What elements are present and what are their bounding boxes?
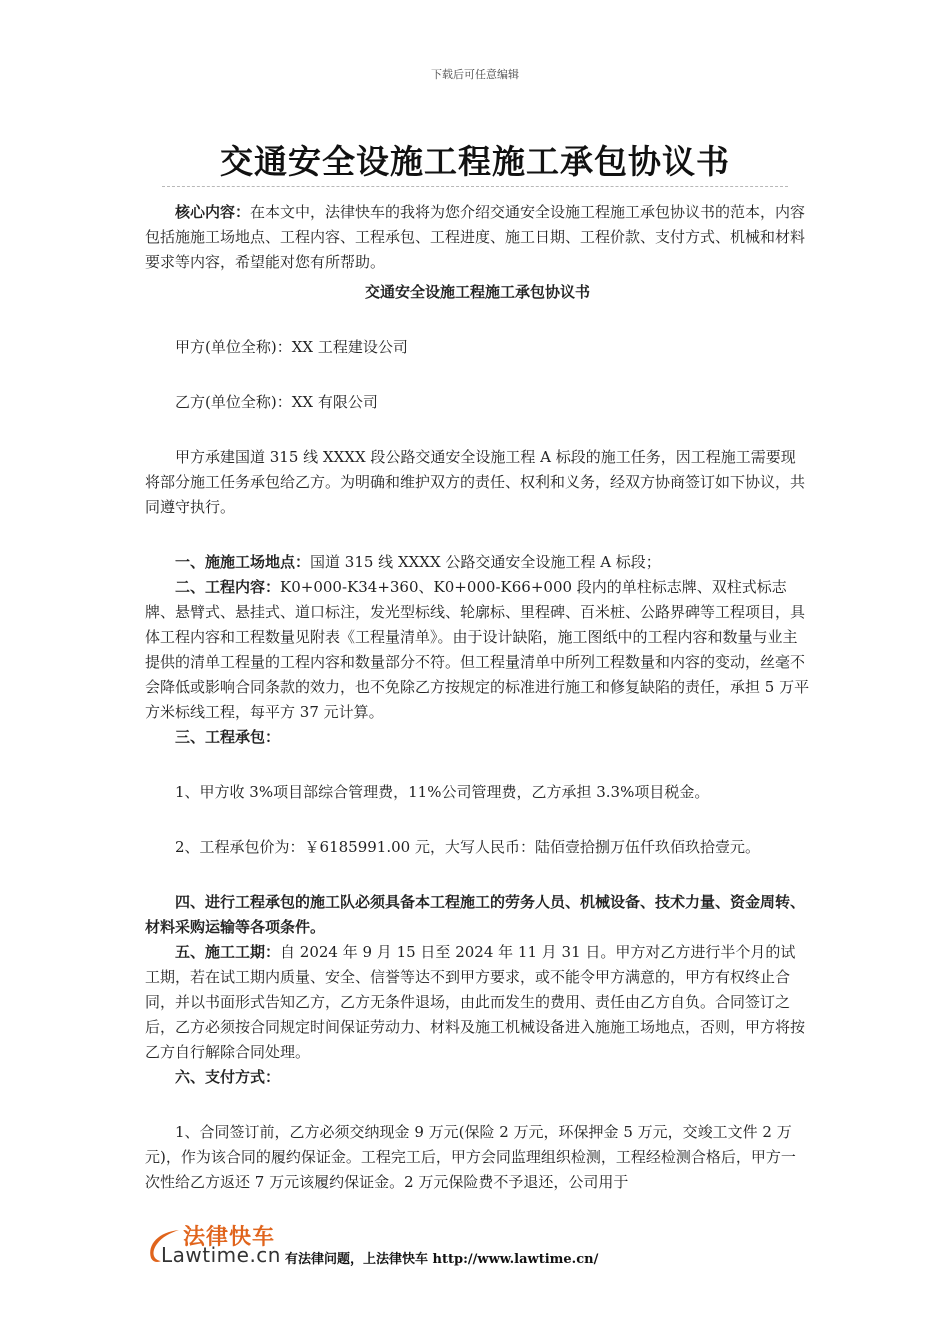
section-6-item-1: 1、合同签订前，乙方必须交纳现金 9 万元(保险 2 万元，环保押金 5 万元，交竣工文件 2 万元)，作为该合同的履约保证金。工程完工后，甲方会同监理组织检测，工程经检测合格后，甲方一次性给乙方返还 7 万元该履约保证金。2 万元保险费不予退还，公司用于 <box>145 1123 796 1191</box>
intro-text: 在本文中，法律快车的我将为您介绍交通安全设施工程施工承包协议书的范本，内容包括施施工场地点、工程内容、工程承包、工程进度、施工日期、工程价款、支付方式、机械和材料要求等内容，希望能对您有所帮助。 <box>145 203 806 271</box>
section-6-label: 六、支付方式： <box>175 1068 281 1086</box>
section-2 <box>145 575 810 725</box>
spacer <box>145 520 810 550</box>
section-2-text: K0+000-K34+360、K0+000-K66+000 段内的单柱标志牌、双柱式标志牌、悬臂式、悬挂式、道口标注，发光型标线、轮廓标、里程碑、百米桩、公路界碑等工程项目，具体工程内容和工程数量见附表《工程量清单》。由于设计缺陷，施工图纸中的工程内容和数量与业主提供的清单工程量的工程内容和数量部分不符。但工程量清单中所列工程数量和内容的变动，丝毫不会降低或影响合同条款的效力，也不免除乙方按规定的标准进行施工和修复缺陷的责任，承担 5 万平方米标线工程，每平方 37 元计算。 <box>145 578 810 721</box>
section-1 <box>145 550 810 575</box>
section-3-label: 三、工程承包： <box>175 728 281 746</box>
section-5 <box>145 940 810 1065</box>
spacer <box>145 750 810 780</box>
intro-label: 核心内容： <box>175 203 251 221</box>
logo-chinese-text: 法律快车 <box>183 1225 276 1250</box>
party-a: 甲方(单位全称)：XX 工程建设公司 <box>175 338 408 356</box>
spacer <box>145 415 810 445</box>
section-1-text: 国道 315 线 XXXX 公路交通安全设施工程 A 标段； <box>310 553 661 571</box>
spacer <box>145 305 810 335</box>
section-5-text: 自 2024 年 9 月 15 日至 2024 年 11 月 31 日。甲方对乙方进行半个月的试工期，若在试工期内质量、安全、信誉等达不到甲方要求，或不能令甲方满意的，甲方有权终止合同，并以书面形式告知乙方，乙方无条件退场，由此而发生的费用、责任由乙方自负。合同签订之后，乙方必须按合同规定时间保证劳动力、材料及施工机械设备进入施施工场地点，否则，甲方将按乙方自行解除合同处理。 <box>145 943 806 1061</box>
section-3-item-1: 1、甲方收 3%项目部综合管理费，11%公司管理费，乙方承担 3.3%项目税金。 <box>175 783 710 801</box>
section-4: 四、进行工程承包的施工队必须具备本工程施工的劳务人员、机械设备、技术力量、资金周转、材料采购运输等各项条件。 <box>145 893 806 936</box>
logo-english-text: Lawtime.cn <box>161 1243 281 1267</box>
document-body <box>145 200 810 1195</box>
spacer <box>145 860 810 890</box>
preamble-paragraph: 甲方承建国道 315 线 XXXX 段公路交通安全设施工程 A 标段的施工任务，因工程施工需要现将部分施工任务承包给乙方。为明确和维护双方的责任、权利和义务，经双方协商签订如下协议，共同遵守执行。 <box>145 448 806 516</box>
party-b: 乙方(单位全称)：XX 有限公司 <box>175 393 378 411</box>
section-1-label: 一、施施工场地点： <box>175 553 311 571</box>
page-footer <box>145 1218 845 1278</box>
spacer <box>145 1090 810 1120</box>
section-2-label: 二、工程内容： <box>175 578 281 596</box>
spacer <box>145 805 810 835</box>
intro-paragraph <box>145 200 810 275</box>
section-5-label: 五、施工工期： <box>175 943 281 961</box>
header-note: 下载后可任意编辑 <box>431 68 519 81</box>
document-title: 交通安全设施工程施工承包协议书 <box>220 142 730 181</box>
title-divider <box>162 186 788 187</box>
section-3-item-2: 2、工程承包价为：￥6185991.00 元，大写人民币：陆佰壹拾捌万伍仟玖佰玖拾壹元。 <box>175 838 760 856</box>
contract-subtitle: 交通安全设施工程施工承包协议书 <box>364 283 590 301</box>
footer-slogan-link[interactable]: 有法律问题，上法律快车 http://www.lawtime.cn/ <box>285 1252 599 1267</box>
spacer <box>145 360 810 390</box>
